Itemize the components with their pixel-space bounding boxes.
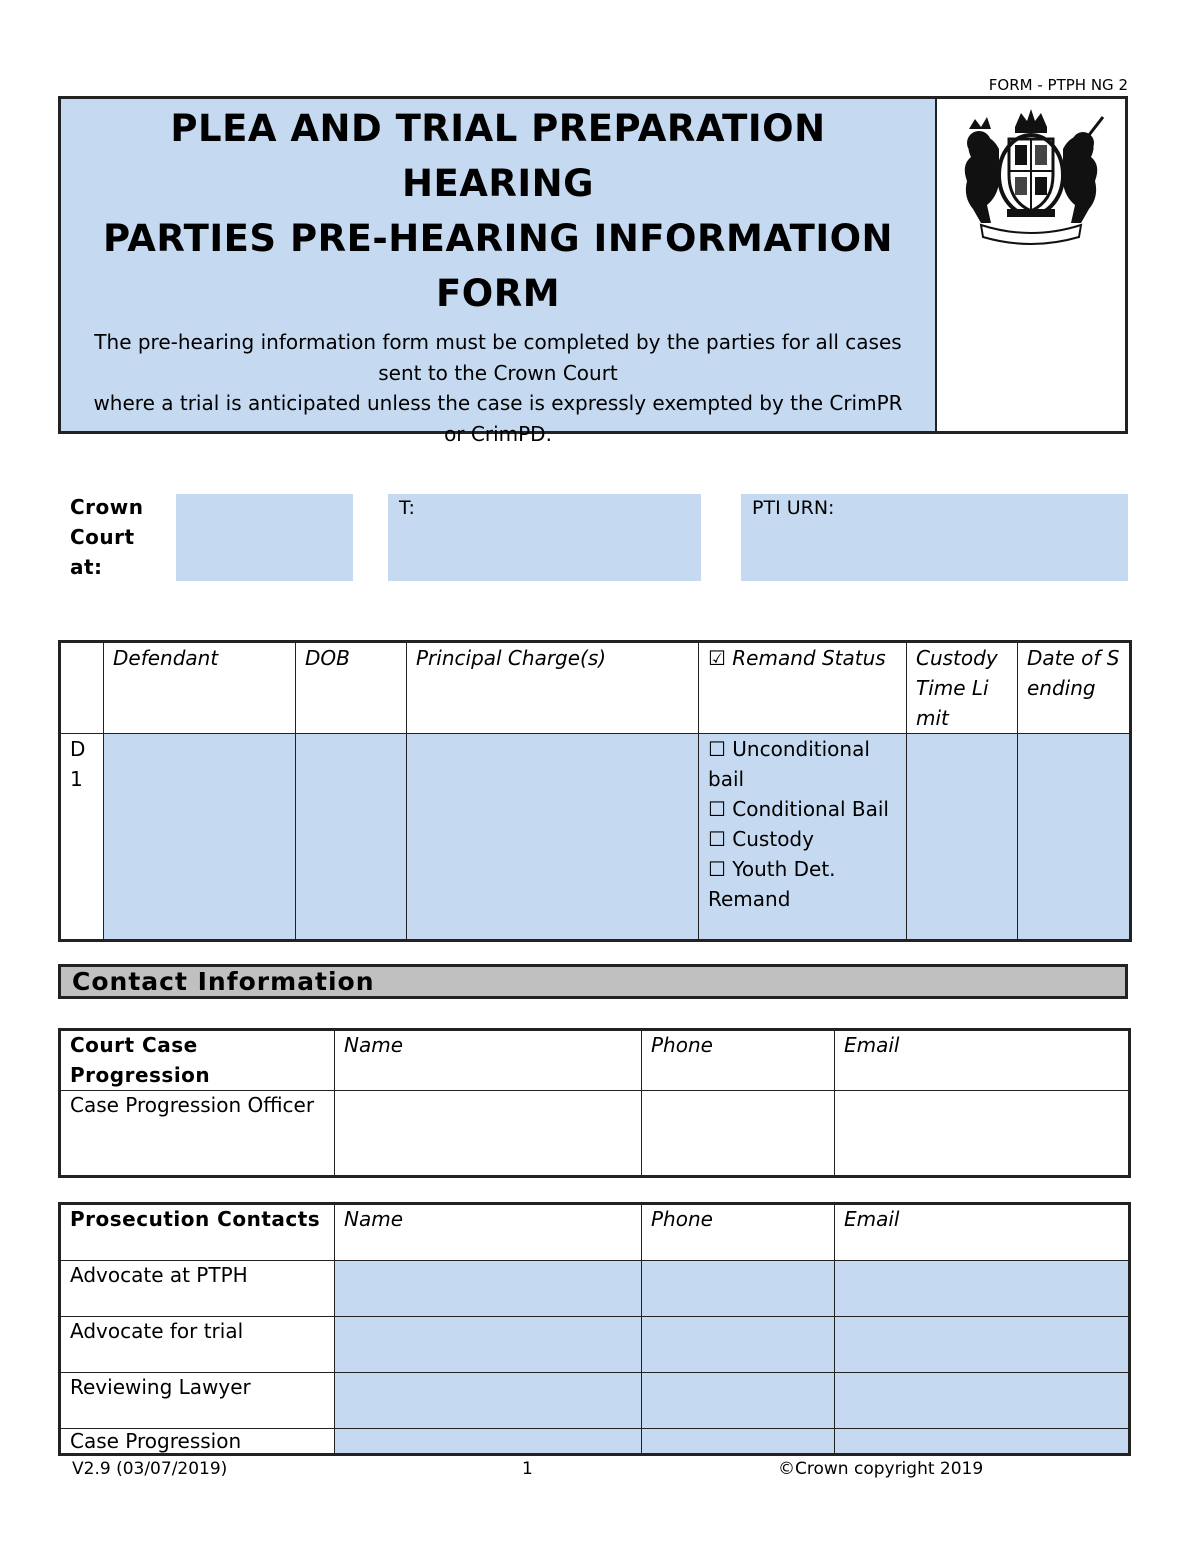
- court-case-progression-table: [58, 1028, 1131, 1178]
- case-progression-phone-field[interactable]: [642, 1429, 835, 1455]
- header-box: [58, 96, 1128, 446]
- defendant-header: Defendant: [104, 642, 296, 734]
- form-title-line-3: PARTIES PRE-HEARING INFORMATION: [102, 217, 894, 260]
- court-phone-header: Phone: [642, 1030, 835, 1091]
- advocate-at-ptph-label: Advocate at PTPH: [60, 1261, 335, 1317]
- principal-charges-field[interactable]: [407, 734, 699, 941]
- form-description-line-2: where a trial is anticipated unless the case is expressly exempted by the CrimPR or CrimPD.: [93, 391, 903, 446]
- advocate-for-trial-row: [60, 1317, 1130, 1373]
- custody-time-limit-header: Custody Time Limit: [907, 642, 1018, 734]
- court-email-header: Email: [835, 1030, 1130, 1091]
- reviewing-lawyer-phone-field[interactable]: [642, 1373, 835, 1429]
- defendant-table-header-row: [60, 642, 1131, 734]
- t-number-field[interactable]: [388, 494, 701, 581]
- case-progression-officer-email-field[interactable]: [835, 1091, 1130, 1177]
- prosecution-email-header: Email: [835, 1204, 1130, 1261]
- header-title-cell: [61, 99, 937, 446]
- crown-court-field[interactable]: [176, 494, 353, 581]
- defendant-row: [60, 734, 1131, 941]
- prosecution-phone-header: Phone: [642, 1204, 835, 1261]
- form-title-line-1: PLEA AND TRIAL PREPARATION: [170, 107, 826, 150]
- date-of-sending-header: Date of Sending: [1018, 642, 1131, 734]
- advocate-for-trial-email-field[interactable]: [835, 1317, 1130, 1373]
- case-progression-officer-phone-field[interactable]: [642, 1091, 835, 1177]
- form-description: [81, 327, 915, 449]
- advocate-at-ptph-phone-field[interactable]: [642, 1261, 835, 1317]
- case-progression-row: [60, 1429, 1130, 1455]
- prosecution-contacts-table: [58, 1202, 1131, 1456]
- case-progression-officer-row: [60, 1091, 1130, 1177]
- defendant-row-label: D 1: [60, 734, 104, 941]
- remand-option-conditional-bail[interactable]: ☐ Conditional Bail: [708, 797, 889, 821]
- prosecution-name-header: Name: [335, 1204, 642, 1261]
- case-progression-officer-label: Case Progression Officer: [60, 1091, 335, 1177]
- footer-version: V2.9 (03/07/2019): [72, 1459, 228, 1479]
- form-id: FORM - PTPH NG 2: [988, 76, 1128, 94]
- remand-option-unconditional-bail[interactable]: ☐ Unconditional bail: [708, 737, 870, 791]
- crest-cell: [937, 99, 1125, 431]
- advocate-at-ptph-email-field[interactable]: [835, 1261, 1130, 1317]
- advocate-at-ptph-name-field[interactable]: [335, 1261, 642, 1317]
- form-title-line-4: FORM: [435, 272, 561, 315]
- contact-information-heading: Contact Information: [58, 964, 1128, 999]
- footer-copyright: ©Crown copyright 2019: [778, 1459, 984, 1479]
- date-of-sending-field[interactable]: [1018, 734, 1131, 941]
- footer-page-number: 1: [522, 1459, 533, 1479]
- dob-header: DOB: [296, 642, 407, 734]
- pti-urn-label: PTI URN:: [752, 497, 835, 519]
- advocate-at-ptph-row: [60, 1261, 1130, 1317]
- reviewing-lawyer-label: Reviewing Lawyer: [60, 1373, 335, 1429]
- advocate-for-trial-phone-field[interactable]: [642, 1317, 835, 1373]
- case-progression-name-field[interactable]: [335, 1429, 642, 1455]
- dob-field[interactable]: [296, 734, 407, 941]
- case-progression-email-field[interactable]: [835, 1429, 1130, 1455]
- row-label-header: [60, 642, 104, 734]
- case-progression-label: Case Progression: [60, 1429, 335, 1455]
- advocate-for-trial-label: Advocate for trial: [60, 1317, 335, 1373]
- remand-option-custody[interactable]: ☐ Custody: [708, 827, 814, 851]
- court-case-progression-header: Court Case Progression: [60, 1030, 335, 1091]
- case-progression-officer-name-field[interactable]: [335, 1091, 642, 1177]
- defendant-name-field[interactable]: [104, 734, 296, 941]
- court-name-header: Name: [335, 1030, 642, 1091]
- court-table-header-row: [60, 1030, 1130, 1091]
- remand-option-youth-det-remand[interactable]: ☐ Youth Det. Remand: [708, 857, 836, 911]
- remand-status-options: [699, 734, 907, 941]
- prosecution-table-header-row: [60, 1204, 1130, 1261]
- t-number-label: T:: [399, 497, 415, 519]
- crown-court-label: Crown Court at:: [70, 495, 144, 579]
- pti-urn-field[interactable]: [741, 494, 1128, 581]
- advocate-for-trial-name-field[interactable]: [335, 1317, 642, 1373]
- form-description-line-1: The pre-hearing information form must be completed by the parties for all cases sent to the Crown Court: [94, 330, 902, 385]
- reviewing-lawyer-email-field[interactable]: [835, 1373, 1130, 1429]
- reviewing-lawyer-name-field[interactable]: [335, 1373, 642, 1429]
- principal-charges-header: Principal Charge(s): [407, 642, 699, 734]
- custody-time-limit-field[interactable]: [907, 734, 1018, 941]
- prosecution-contacts-header: Prosecution Contacts: [60, 1204, 335, 1261]
- remand-status-header: ☑ Remand Status: [699, 642, 907, 734]
- royal-coat-of-arms-icon: [951, 105, 1111, 245]
- defendant-table: [58, 640, 1132, 942]
- form-title-line-2: HEARING: [402, 162, 594, 205]
- reviewing-lawyer-row: [60, 1373, 1130, 1429]
